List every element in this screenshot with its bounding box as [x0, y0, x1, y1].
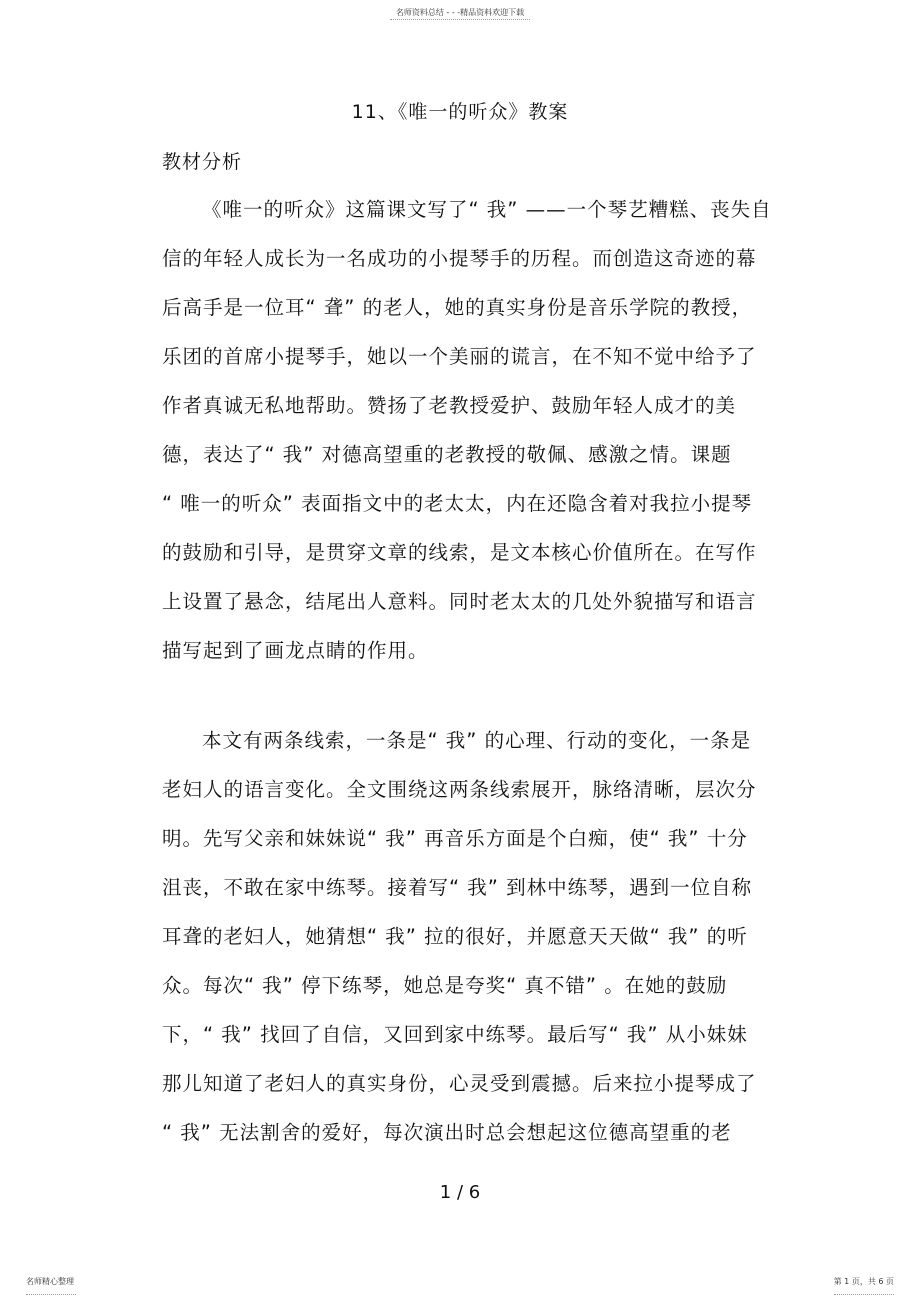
paragraph-line: 德，表达了“ 我” 对德高望重的老教授的敬佩、感激之情。课题	[162, 443, 732, 466]
paragraph-line: 众。每次“ 我” 停下练琴，她总是夸奖“ 真不错” 。在她的鼓励	[162, 974, 728, 997]
page-number: 1 / 6	[439, 1182, 481, 1203]
footer-right-divider	[834, 1294, 894, 1295]
footer-left-divider	[26, 1294, 76, 1295]
paragraph-line: 的鼓励和引导，是贯穿文章的线索，是文本核心价值所在。在写作	[162, 541, 757, 564]
footer-page-count: 第 1 页，共 6 页	[833, 1277, 894, 1286]
paragraph-line: 那儿知道了老妇人的真实身份，心灵受到震撼。后来拉小提琴成了	[162, 1072, 757, 1095]
paragraph-2	[162, 727, 762, 1168]
paragraph-line: “ 唯一的听众” 表面指文中的老太太，内在还隐含着对我拉小提琴	[162, 492, 753, 515]
header-divider	[390, 19, 530, 20]
paragraph-line: 乐团的首席小提琴手，她以一个美丽的谎言，在不知不觉中给予了	[162, 345, 757, 368]
section-heading: 教材分析	[162, 151, 243, 173]
paragraph-line: 上设置了悬念，结尾出人意料。同时老太太的几处外貌描写和语言	[162, 590, 757, 613]
paragraph-line: 下，“ 我” 找回了自信，又回到家中练琴。最后写“ 我” 从小妹妹	[162, 1023, 748, 1046]
paragraph-line: 作者真诚无私地帮助。赞扬了老教授爱护、鼓励年轻人成才的美	[162, 394, 737, 417]
paragraph-line: 耳聋的老妇人，她猜想“ 我” 拉的很好，并愿意天天做“ 我” 的听	[162, 925, 748, 948]
paragraph-line: 本文有两条线索，一条是“ 我” 的心理、行动的变化，一条是	[202, 729, 752, 752]
paragraph-line: 后高手是一位耳“ 聋” 的老人，她的真实身份是音乐学院的教授，	[162, 296, 753, 319]
top-header: 名师资料总结 - - -精品资料欢迎下载	[395, 8, 525, 17]
paragraph-line: “ 我” 无法割舍的爱好，每次演出时总会想起这位德高望重的老	[162, 1121, 732, 1144]
paragraph-line: 明。先写父亲和妹妹说“ 我” 再音乐方面是个白痴，使“ 我” 十分	[162, 827, 748, 850]
paragraph-line: 沮丧，不敢在家中练琴。接着写“ 我” 到林中练琴，遇到一位自称	[162, 876, 753, 899]
page-title: 11、《唯一的听众》教案	[351, 101, 569, 123]
paragraph-line: 《唯一的听众》这篇课文写了“ 我” ——一个琴艺糟糕、丧失自	[202, 198, 772, 221]
paragraph-line: 描写起到了画龙点睛的作用。	[162, 639, 429, 662]
paragraph-line: 老妇人的语言变化。全文围绕这两条线索展开，脉络清晰，层次分	[162, 778, 757, 801]
paragraph-1	[162, 196, 772, 686]
footer-left-label: 名师精心整理	[26, 1277, 74, 1286]
paragraph-line: 信的年轻人成长为一名成功的小提琴手的历程。而创造这奇迹的幕	[162, 247, 757, 270]
